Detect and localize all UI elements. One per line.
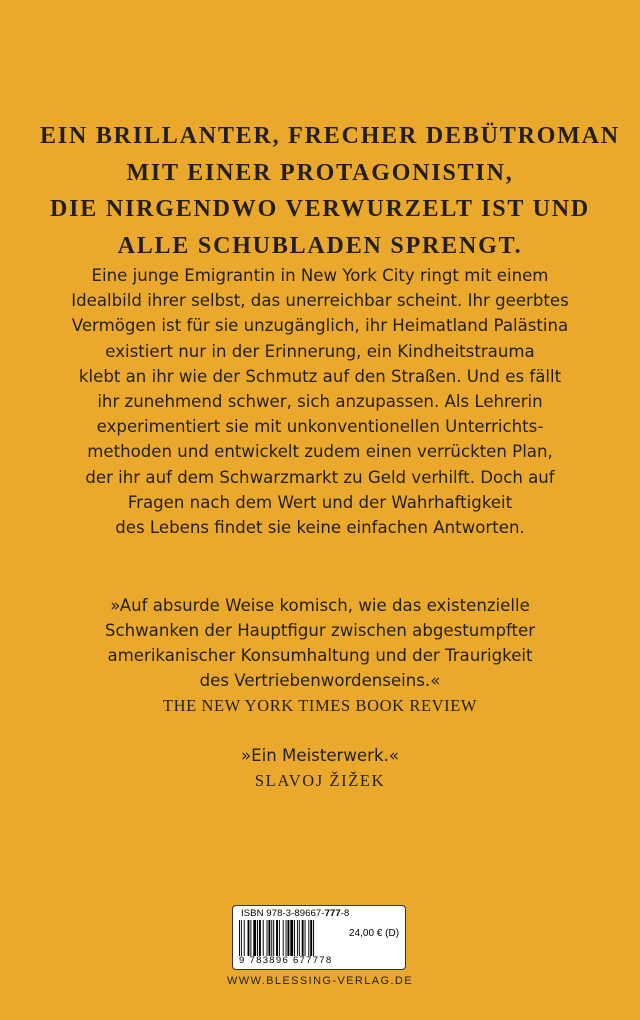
quote-source: SLAVOJ ŽIŽEK (254, 771, 386, 790)
quote-line: amerikanischer Konsumhaltung und der Traurigkeit (107, 646, 533, 665)
headline (40, 118, 620, 264)
blurb-line: ihr zunehmend schwer, sich anzupassen. Als Lehrerin (97, 392, 543, 412)
blurb-line: Fragen nach dem Wert und der Wahrhaftigkeit (127, 492, 513, 512)
headline-line: DIE NIRGENDWO VERWURZELT IST UND (49, 196, 590, 222)
publisher-website: WWW.BLESSING-VERLAG.DE (226, 975, 414, 987)
headline-line: ALLE SCHUBLADEN SPRENGT. (117, 232, 523, 259)
headline-line: EIN BRILLANTER, FRECHER DEBÜTROMAN (40, 123, 620, 149)
blurb-line: des Lebens findet sie keine einfachen Antworten. (115, 518, 525, 538)
quote-line: »Ein Meisterwerk.« (241, 746, 399, 765)
barcode-label (232, 905, 406, 970)
blurb-line: experimentiert sie mit unkonventionellen Unterrichts- (96, 417, 544, 437)
blurb-line: der ihr auf dem Schwarzmarkt zu Geld verhilft. Doch auf (85, 467, 555, 487)
barcode-bars (239, 920, 343, 956)
blurb-line: existiert nur in der Erinnerung, ein Kindheitstrauma (105, 341, 535, 361)
quote-source: THE NEW YORK TIMES BOOK REVIEW (162, 696, 478, 715)
blurb-line: klebt an ihr wie der Schmutz auf den Straßen. Und es fällt (78, 366, 562, 386)
blurb-line: Idealbild ihrer selbst, das unerreichbar scheint. Ihr geerbtes (71, 291, 569, 311)
headline-line: MIT EINER PROTAGONISTIN, (126, 159, 514, 186)
review-quote-nyt (20, 593, 620, 718)
quote-line: »Auf absurde Weise komisch, wie das existenzielle (110, 596, 530, 615)
barcode-digits: 9 783896 677778 (239, 955, 333, 966)
blurb-line: methoden und entwickelt zudem einen verrückten Plan, (87, 442, 553, 462)
isbn-text: ISBN 978-3-89667-777-8 (241, 908, 350, 919)
quote-line: des Vertriebenwordenseins.« (199, 671, 441, 690)
price: 24,00 € (D) (349, 928, 400, 939)
blurb (20, 263, 620, 540)
blurb-line: Vermögen ist für sie unzugänglich, ihr Heimatland Palästina (71, 316, 569, 336)
blurb-line: Eine junge Emigrantin in New York City ringt mit einem (91, 266, 549, 285)
review-quote-zizek (20, 743, 620, 793)
quote-line: Schwanken der Hauptfigur zwischen abgestumpfter (104, 621, 536, 640)
